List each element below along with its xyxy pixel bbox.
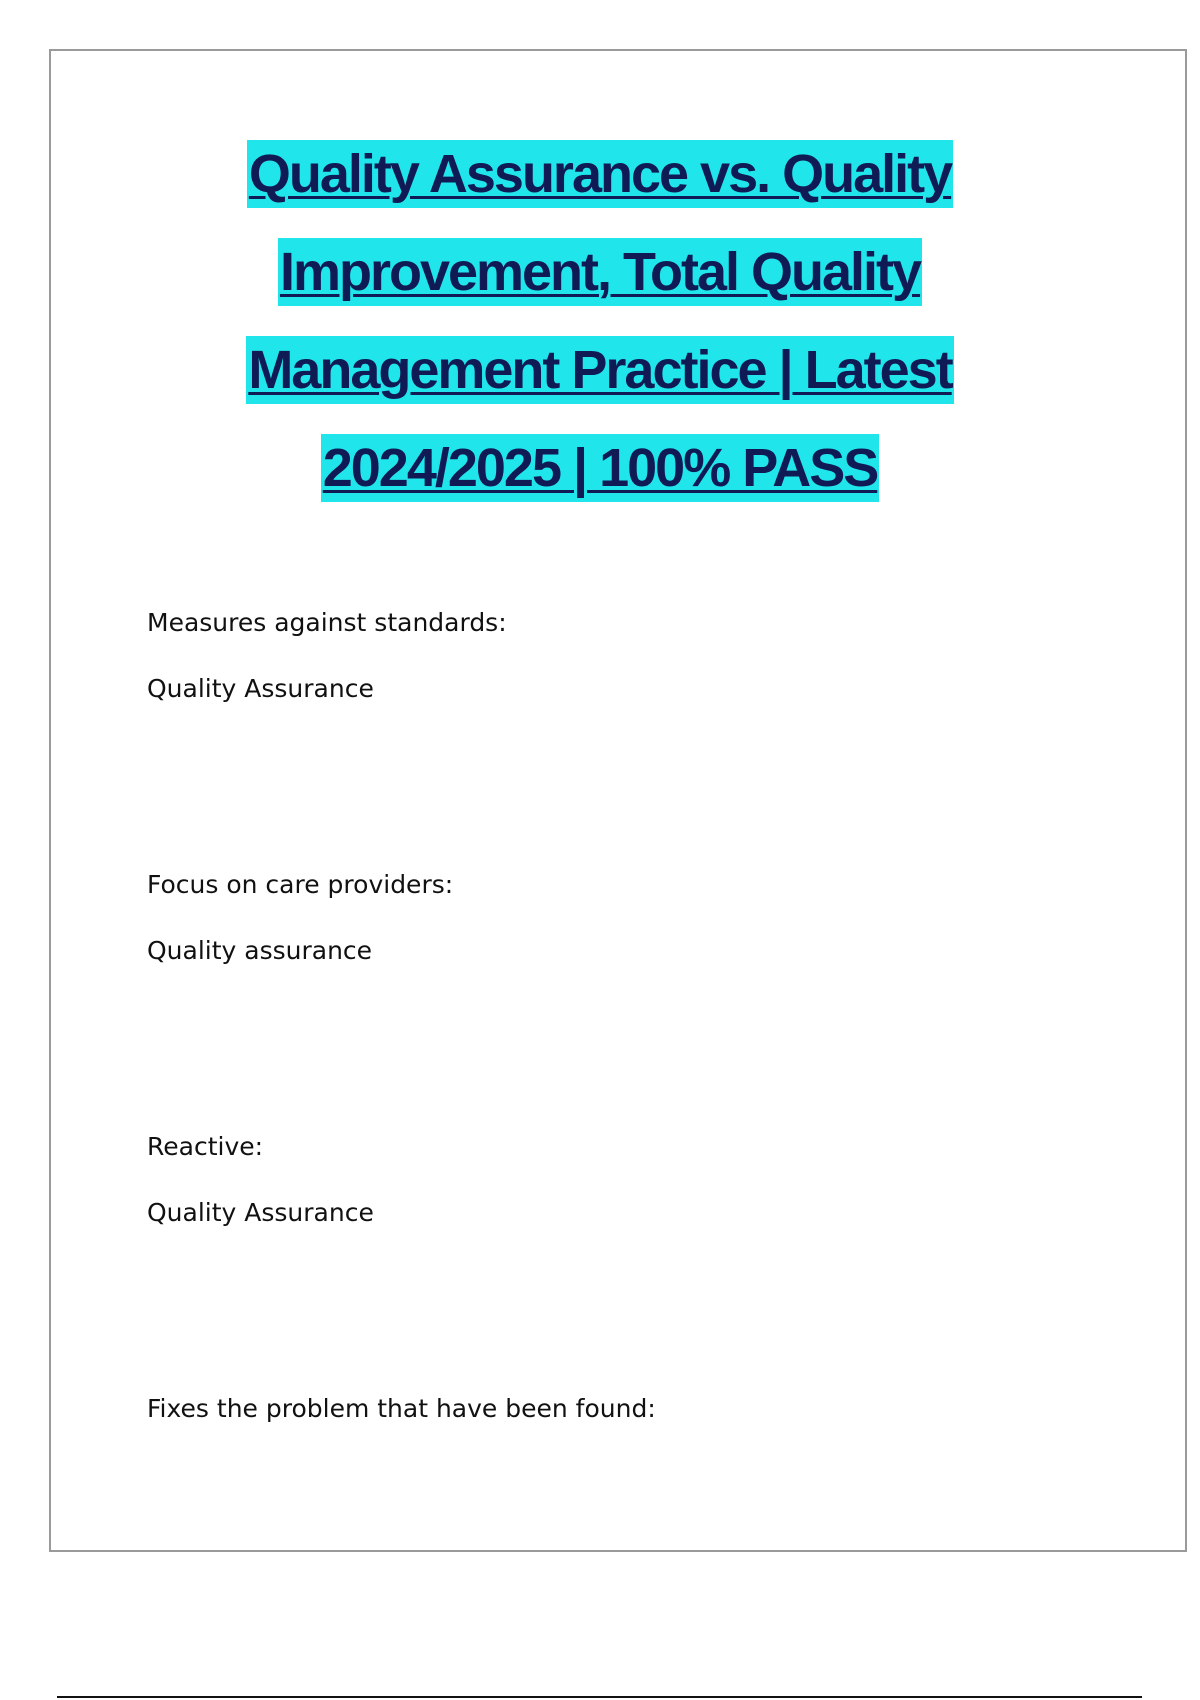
title-line-1: Quality Assurance vs. Quality xyxy=(247,140,953,208)
title-line xyxy=(0,434,1200,532)
title-line-4: 2024/2025 | 100% PASS xyxy=(321,434,880,502)
qa-answer: Quality Assurance xyxy=(147,674,374,703)
document-title xyxy=(0,140,1200,532)
title-line-2: Improvement, Total Quality xyxy=(278,238,922,306)
qa-item xyxy=(147,605,1097,867)
qa-answer: Quality assurance xyxy=(147,936,373,965)
qa-question: Reactive: xyxy=(147,1132,264,1161)
title-line-3: Management Practice | Latest xyxy=(246,336,953,404)
qa-item xyxy=(147,867,1097,1129)
title-line xyxy=(0,140,1200,238)
qa-answer: Quality Assurance xyxy=(147,1198,374,1227)
qa-item xyxy=(147,1129,1097,1391)
qa-item xyxy=(147,1391,1097,1653)
qa-list xyxy=(147,605,1097,1653)
footer-divider xyxy=(57,1696,1142,1698)
title-line xyxy=(0,238,1200,336)
qa-question: Measures against standards: xyxy=(147,608,507,637)
qa-question: Focus on care providers: xyxy=(147,870,454,899)
qa-question: Fixes the problem that have been found: xyxy=(147,1394,656,1423)
title-line xyxy=(0,336,1200,434)
